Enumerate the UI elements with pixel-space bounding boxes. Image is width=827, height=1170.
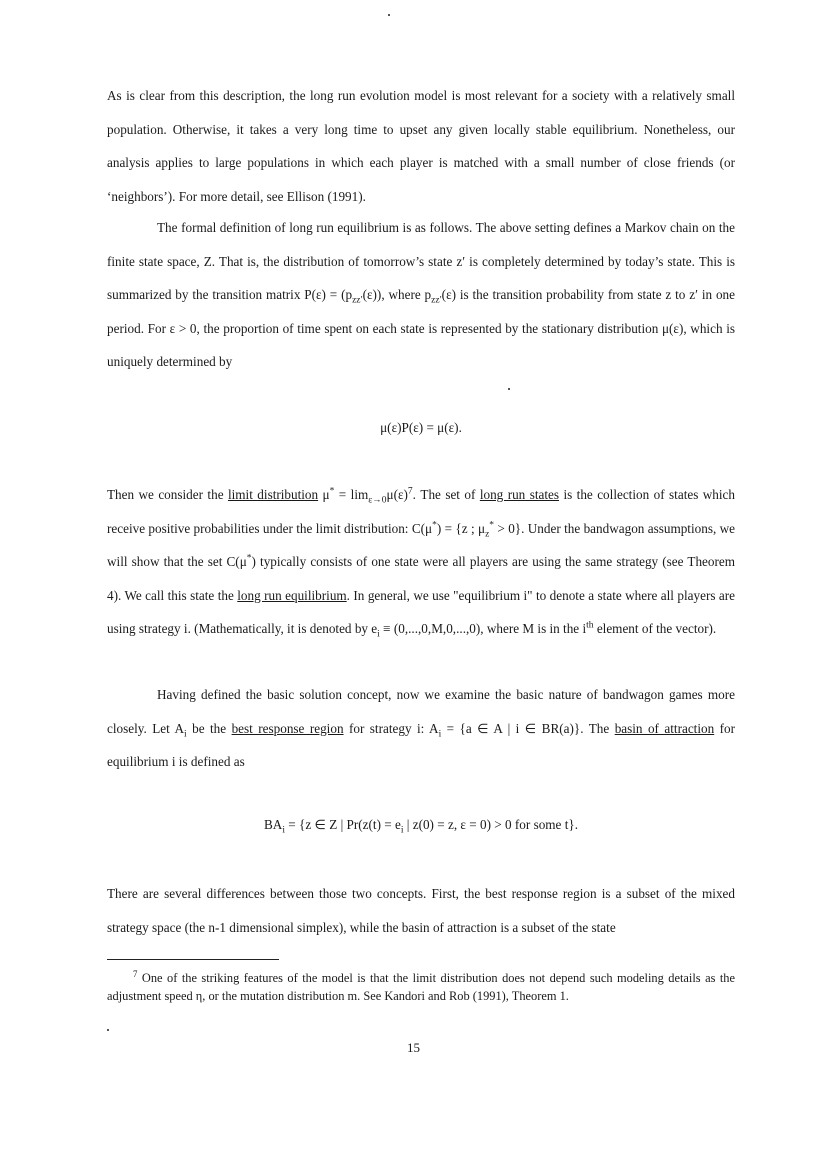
scan-speck	[388, 14, 390, 16]
footnote-number: 7	[133, 968, 138, 979]
paragraph-4: Having defined the basic solution concept, now we examine the basic nature of bandwagon games more closely. Let $A_i$ be the best response region for strategy i: $A_i = \{a$ ∈ A | i ∈ BR(a)}. The basin of attraction for equilibrium i is defined as	[107, 687, 736, 770]
paragraph-3: Then we consider the limit distribution $\mu^* = \lim_{\varepsilon\to 0}\mu(\varepsilon)^7$. The set of long run states is the collection of states which receive positive probabilities under the limit distribution: C(μ*) = {z ; $\mu_z^* > 0$}. Under the bandwagon assumptions, we will show that the set C(μ*) typically consists of one state were all players are using the same strategy (see Theorem 4). We call this state the long run equilibrium. In general, we use "equilibrium i" to denote a state where all players are using strategy i. (Mathematically, it is denoted by $e_i \equiv (0,...,0,M,0,...,0)$, where M is in the $i^{th}$ element of the vector).	[107, 486, 736, 641]
term-best-response-region: best response region	[231, 720, 344, 736]
term-long-run-states: long run states	[479, 487, 560, 502]
footnote-ref-7: 7	[407, 486, 413, 497]
term-basin-of-attraction: basin of attraction	[614, 720, 715, 736]
term-long-run-equilibrium: long run equilibrium	[237, 587, 347, 603]
term-limit-distribution: limit distribution	[227, 487, 319, 502]
paragraph-1: As is clear from this description, the long run evolution model is most relevant for a society with a relatively small population. Otherwise, it takes a very long time to upset any given locally stable equilibrium. Nonetheless, our analysis applies to large populations in which each player is matched with a small number of close friends (or ‘neighbors’). For more detail, see Ellison (1991).	[107, 88, 735, 204]
equation-basin: $BA_i = \{z$ ∈ Z | $Pr(z(t) = e_i$ | z(0) = z, ε = 0) > 0 for some t}.	[263, 817, 578, 836]
paragraph-2: The formal definition of long run equilibrium is as follows. The above setting defines a Markov chain on the finite state space, Z. That is, the distribution of tomorrow’s state z′ is completely determined by today’s state. This is summarized by the transition matrix $P(\varepsilon) = (p_{zz'}(\varepsilon))$, where $p_{zz'}(\varepsilon)$ is the transition probability from state z to z′ in one period. For ε > 0, the proportion of time spent on each state is represented by the stationary distribution μ(ε), which is uniquely determined by	[107, 220, 735, 370]
page-number: 15	[407, 1040, 420, 1055]
paragraph-5: There are several differences between those two concepts. First, the best response region is a subset of the mixed strategy space (the n-1 dimensional simplex), while the basin of attraction is a subset of the state	[107, 886, 735, 935]
footnote-7: $^7$ One of the striking features of the model is that the limit distribution does not depend such modeling details as the adjustment speed η, or the mutation distribution m. See Kandori and Rob (1991), Theorem 1.	[107, 968, 735, 1003]
equation-stationary: μ(ε)P(ε) = μ(ε).	[380, 420, 462, 435]
footnote-rule	[107, 959, 279, 960]
scan-speck	[508, 388, 510, 390]
scan-speck	[107, 1029, 109, 1031]
